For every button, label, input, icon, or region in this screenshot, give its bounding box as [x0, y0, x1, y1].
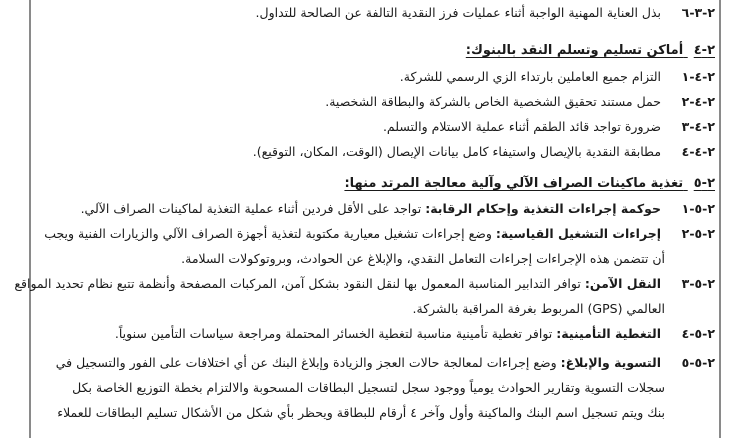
item-text: بنك ويتم تسجيل اسم البنك والماكينة وأول وآخر ٤ أرقام للبطاقة ويحظر بأي شكل من الأشكال تسليم البطاقات للعملاء — [57, 405, 665, 420]
heading-number: ٢-٤ — [693, 43, 715, 58]
item-text: وضع إجراءات لمعالجة حالات العجز والزيادة وإبلاغ البنك عن أي اختلافات على الفور والتسجيل في — [55, 355, 557, 370]
list-item-2-5-3 — [14, 276, 715, 291]
item-lead: إجراءات التشغيل القياسية: — [495, 226, 662, 241]
item-text: سجلات التسوية وتقارير الحوادث يومياً ووجود سجل لتسجيل البطاقات المسحوبة والالتزام بخطة التوزيع الخاصة بكل — [72, 380, 665, 395]
item-number: ٢-٤-٢ — [681, 94, 715, 109]
item-number: ٢-٥-١ — [681, 201, 715, 216]
list-item-2-5-5 — [40, 355, 715, 370]
heading-number: ٢-٥ — [693, 176, 715, 191]
item-text: توافر التدابير المناسبة المعمول بها لنقل النقود بشكل آمن، المركبات المصفحة وأنظمة تتبع نظام تحديد المواقع — [14, 276, 581, 291]
item-text: بذل العناية المهنية الواجبة أثناء عمليات فرز النقدية التالفة عن الصالحة للتداول. — [255, 5, 662, 20]
item-text: العالمي (GPS) المربوط بغرفة المراقبة بالشركة. — [412, 301, 665, 316]
item-text: مطابقة النقدية بالإيصال واستيفاء كامل بيانات الإيصال (الوقت، المكان، التوقيع). — [252, 144, 662, 159]
item-lead: النقل الآمن: — [584, 276, 662, 291]
item-number: ٢-٥-٣ — [681, 276, 715, 291]
list-item-2-5-2-continuation — [40, 251, 715, 266]
list-item-2-4-1 — [40, 69, 715, 84]
item-number: ٢-٤-٣ — [681, 119, 715, 134]
item-lead: حوكمة إجراءات التغذية وإحكام الرقابة: — [425, 201, 662, 216]
page-border — [29, 0, 721, 438]
item-text: وضع إجراءات تشغيل معيارية مكتوبة لتغذية أجهزة الصراف الآلي والزيارات الفنية ويجب — [44, 226, 492, 241]
list-item-2-5-5-continuation-2 — [40, 405, 715, 420]
heading-title: أماكن تسليم وتسلم النقد بالبنوك: — [465, 43, 684, 58]
list-item-2-4-2 — [40, 94, 715, 109]
item-text: أن تتضمن هذه الإجراءات إجراءات التعامل النقدي، والإبلاغ عن الحوادث، وبروتوكولات السلامة. — [181, 251, 665, 266]
item-lead: التغطية التأمينية: — [556, 326, 662, 341]
item-text: تواجد على الأقل فردين أثناء عملية التغذية لماكينات الصراف الآلي. — [80, 201, 422, 216]
item-text: توافر تغطية تأمينية مناسبة لتغطية الخسائر المحتملة ومراجعة سياسات التأمين سنوياً. — [114, 326, 553, 341]
item-number: ٢-٣-٦ — [681, 5, 715, 20]
list-item-2-5-5-continuation-1 — [40, 380, 715, 395]
item-text: ضرورة تواجد قائد الطقم أثناء عملية الاستلام والتسلم. — [382, 119, 662, 134]
item-number: ٢-٥-٢ — [681, 226, 715, 241]
heading-title: تغذية ماكينات الصراف الآلي وآلية معالجة المرتد منها: — [344, 176, 684, 191]
section-heading-2-4 — [40, 43, 715, 58]
item-text: التزام جميع العاملين بارتداء الزي الرسمي للشركة. — [399, 69, 662, 84]
item-number: ٢-٥-٤ — [681, 326, 715, 341]
item-number: ٢-٥-٥ — [681, 355, 715, 370]
list-item-2-5-2 — [40, 226, 715, 241]
list-item-2-3-6 — [40, 5, 715, 20]
item-number: ٢-٤-٤ — [681, 144, 715, 159]
list-item-2-5-1 — [40, 201, 715, 216]
item-lead: التسوية والإبلاغ: — [560, 355, 662, 370]
list-item-2-4-4 — [40, 144, 715, 159]
section-heading-2-5 — [40, 176, 715, 191]
item-text: حمل مستند تحقيق الشخصية الخاص بالشركة والبطاقة الشخصية. — [325, 94, 662, 109]
item-number: ٢-٤-١ — [681, 69, 715, 84]
list-item-2-5-4 — [40, 326, 715, 341]
list-item-2-4-3 — [40, 119, 715, 134]
list-item-2-5-3-continuation — [40, 301, 715, 316]
